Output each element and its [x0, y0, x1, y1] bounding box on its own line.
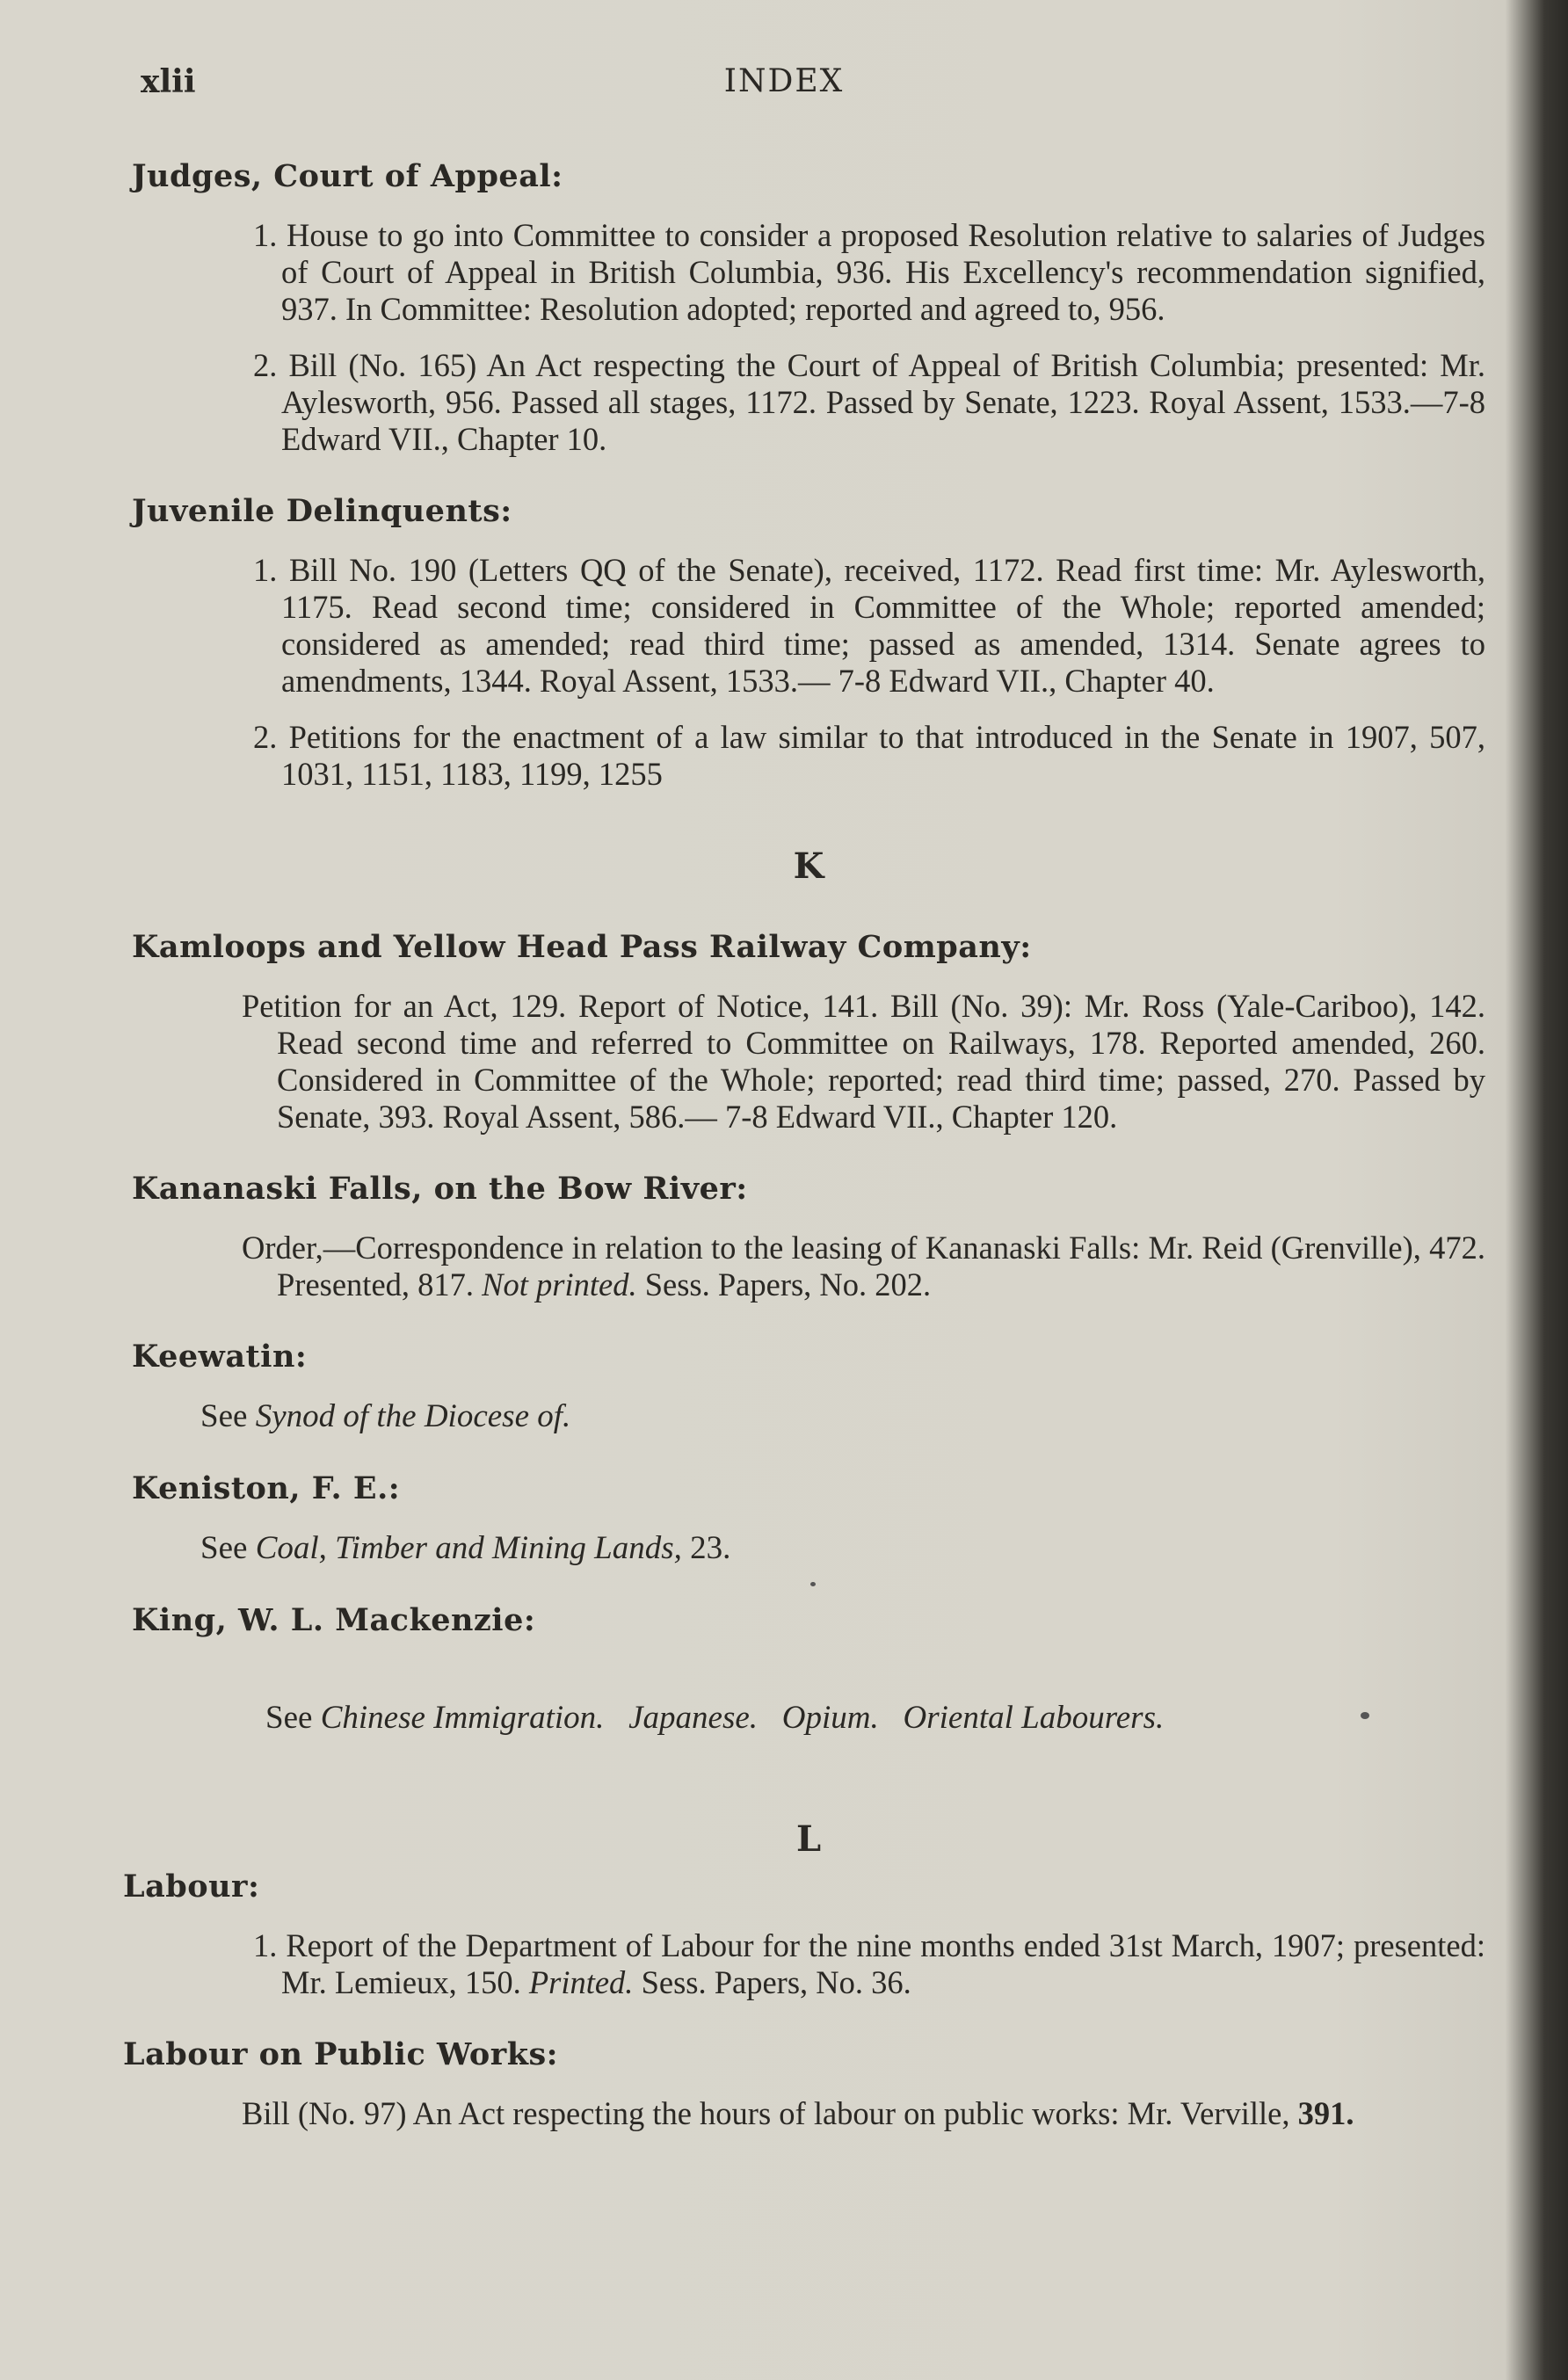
index-heading: Labour on Public Works: — [123, 2036, 559, 2072]
index-entry — [132, 2095, 1485, 2132]
section-letter-l: L — [795, 1818, 822, 1860]
index-heading: Juvenile Delinquents: — [132, 493, 512, 529]
index-entry — [132, 1927, 1485, 2001]
see-target: Synod of the Diocese of. — [255, 1398, 571, 1434]
index-entry: Petition for an Act, 129. Report of Notice, 141. Bill (No. 39): Mr. Ross (Yale-Cariboo), 142. Read second time and referred to Committee on Railways, 178. Reported amended, 260. Considered in Committee of the Whole; reported; read third time; passed, 270. Passed by Senate, 393. Royal Assent, 586.— 7-8 Edward VII., Chapter 120. — [242, 988, 1485, 1135]
index-heading: Judges, Court of Appeal: — [132, 158, 563, 194]
index-heading: Kananaski Falls, on the Bow River: — [132, 1171, 748, 1207]
see-prefix: See — [200, 1398, 248, 1434]
index-section-kamloops — [132, 929, 1485, 1136]
index-heading: Labour: — [123, 1868, 260, 1905]
index-section-judges — [132, 158, 1485, 458]
ink-speck — [1361, 1712, 1369, 1719]
index-section-king — [132, 1602, 1485, 1774]
see-prefix: See — [200, 1530, 248, 1566]
see-target: Coal, Timber and Mining Lands, — [255, 1530, 682, 1566]
running-title: INDEX — [723, 63, 845, 99]
entry-italic: Not printed. — [482, 1266, 637, 1302]
index-section-labour — [123, 1868, 1485, 2001]
ink-speck — [810, 1582, 816, 1586]
see-reference — [132, 1661, 1485, 1774]
see-target: Chinese Immigration. Japanese. Opium. Oriental Labourers. — [320, 1700, 1165, 1736]
section-letter-k: K — [793, 845, 824, 887]
entry-text: Sess. Papers, No. 202. — [644, 1266, 932, 1302]
entry-text: Order,—Correspondence in relation to the leasing of Kananaski Falls: Mr. Reid (Grenville), 472. Presented, 817. — [242, 1230, 1485, 1302]
entry-text: Sess. Papers, No. 36. — [641, 1964, 911, 2000]
see-reference — [132, 1397, 1485, 1435]
index-content — [123, 158, 1485, 2167]
entry-text: 1. Report of the Department of Labour for the nine months ended 31st March, 1907; presented: Mr. Lemieux, 150. — [253, 1927, 1485, 2000]
entry-bold: 391. — [1297, 2095, 1354, 2131]
index-entry: 1. House to go into Committee to consider a proposed Resolution relative to salaries of Judges of Court of Appeal in British Columbia, 936. His Excellency's recommendation signified, 937. In Committee: Resolution adopted; reported and agreed to, 956. — [253, 217, 1485, 327]
index-entry: 2. Bill (No. 165) An Act respecting the Court of Appeal of British Columbia; presented: Mr. Aylesworth, 956. Passed all stages, 1172. Passed by Senate, 1223. Royal Assent, 1533.—7-8 Edward VII., Chapter 10. — [253, 347, 1485, 457]
index-section-keewatin — [132, 1339, 1485, 1435]
entry-italic: Printed. — [528, 1964, 634, 2000]
index-section-juvenile — [132, 493, 1485, 793]
index-heading: Kamloops and Yellow Head Pass Railway Company: — [132, 929, 1032, 965]
running-header — [141, 63, 1427, 105]
folio: xlii — [141, 63, 196, 100]
index-entry — [132, 1230, 1485, 1303]
index-entry: 1. Bill No. 190 (Letters QQ of the Senate), received, 1172. Read first time: Mr. Aylesworth, 1175. Read second time; considered in Committee of the Whole; reported amended; considered as amended; read third time; passed as amended, 1314. Senate agrees to amendments, 1344. Royal Assent, 1533.— 7-8 Edward VII., Chapter 40. — [253, 552, 1485, 699]
see-reference — [132, 1529, 1485, 1567]
index-heading: Keewatin: — [132, 1339, 308, 1375]
index-section-labour-public-works — [123, 2036, 1485, 2132]
entry-text: Bill (No. 97) An Act respecting the hours of labour on public works: Mr. Verville, — [242, 2095, 1290, 2131]
index-section-kananaski — [132, 1171, 1485, 1303]
index-heading: Keniston, F. E.: — [132, 1470, 401, 1506]
see-page: 23. — [690, 1530, 731, 1566]
see-prefix: See — [265, 1700, 313, 1736]
index-heading: King, W. L. Mackenzie: — [132, 1602, 536, 1638]
index-section-keniston — [132, 1470, 1485, 1567]
index-entry: 2. Petitions for the enactment of a law similar to that introduced in the Senate in 1907, 507, 1031, 1151, 1183, 1199, 1255 — [253, 719, 1485, 792]
